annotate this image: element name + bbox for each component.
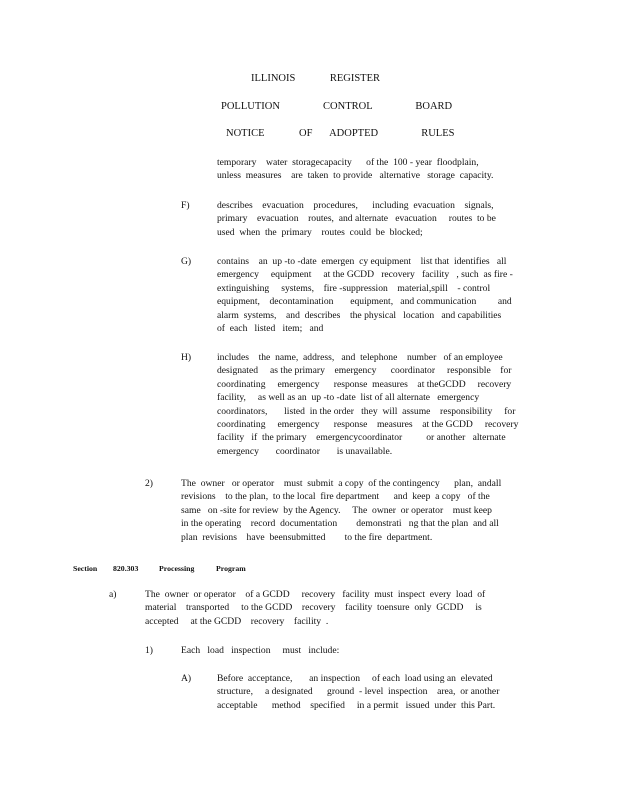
subsection-label-a-upper: A) (181, 673, 192, 684)
text-line: unless measures are taken to provide alternative storage capacity. (217, 170, 494, 182)
text-line: designated as the primary emergency coordinator responsible for (217, 365, 512, 377)
item-g-text (217, 255, 513, 335)
text-line: of each listed item; and (217, 323, 324, 335)
subsection-label-1: 1) (145, 645, 153, 656)
text-line: includes the name, address, and telephone number of an employee (217, 352, 503, 363)
text-line: alarm systems, and describes the physical location and capabilities (217, 309, 502, 321)
text-line: coordinators, listed in the order they will assume responsibility for (217, 405, 516, 417)
text-line: The owner or operator must submit a copy of the contingency plan, andall (181, 478, 502, 489)
text-line: extinguishing systems, fire -suppression material,spill - control (217, 282, 491, 294)
section-label: Section (73, 564, 98, 573)
text-line: primary evacuation routes, and alternate evacuation routes to be (217, 213, 496, 225)
subsection-1a-text (217, 672, 499, 712)
text-line: emergency equipment at the GCDD recovery facility , such as fire - (217, 269, 513, 281)
text-line: facility, as well as an up -to -date list of all alternate emergency (217, 392, 480, 404)
item-label-g: G) (181, 256, 192, 267)
text-line: same on -site for review by the Agency. The owner or operator must keep (181, 504, 492, 516)
text-line: acceptable method specified in a permit issued under this Part. (217, 699, 496, 711)
text-line: describes evacuation procedures, including evacuation signals, (217, 200, 494, 211)
text-line: structure, a designated ground - level inspection area, or another (217, 686, 500, 698)
text-line: material transported to the GCDD recovery facility toensure only GCDD is (145, 602, 482, 614)
item-label-h: H) (181, 352, 192, 363)
text-line: The owner or operator of a GCDD recovery facility must inspect every load of (145, 589, 486, 600)
subsection-a-text (145, 588, 485, 628)
text-line: in the operating record documentation demonstrati ng that the plan and all (181, 518, 499, 530)
item-label-f: F) (181, 200, 190, 211)
section-title: Processing (159, 564, 195, 573)
text-line: plan revisions have beensubmitted to the fire department. (181, 531, 433, 543)
text-line: equipment, decontamination equipment, and communication and (217, 296, 512, 308)
text-line: revisions to the plan, to the local fire department and keep a copy of the (181, 491, 490, 503)
continuation-paragraph (217, 156, 493, 183)
text-line: Before acceptance, an inspection of each load using an elevated (217, 673, 493, 684)
text-line: accepted at the GCDD recovery facility . (145, 615, 329, 627)
section-number: 820.303 (113, 564, 139, 573)
header-line-3: NOTICE OF ADOPTED RULES (226, 128, 455, 139)
text-line: emergency coordinator is unavailable. (217, 445, 393, 457)
text-line: contains an up -to -date emergen cy equipment list that identifies all (217, 256, 507, 267)
header-line-2: POLLUTION CONTROL BOARD (221, 101, 453, 112)
text-line: coordinating emergency response measures at theGCDD recovery (217, 378, 512, 390)
text-line: temporary water storagecapacity of the 100 - year floodplain, (217, 157, 479, 168)
subsection-label-a: a) (109, 589, 117, 600)
subsection-1-text: Each load inspection must include: (181, 645, 340, 656)
text-line: used when the primary routes could be blocked; (217, 226, 423, 238)
item-2-text (181, 477, 501, 544)
text-line: coordinating emergency response measures at the GCDD recovery (217, 419, 519, 431)
header-line-1: ILLINOIS REGISTER (251, 73, 380, 84)
item-f-text (217, 199, 496, 239)
item-h-text (217, 351, 518, 458)
item-label-2: 2) (145, 478, 153, 489)
text-line: facility if the primary emergencycoordinator or another alternate (217, 432, 506, 444)
section-title-2: Program (216, 564, 246, 573)
